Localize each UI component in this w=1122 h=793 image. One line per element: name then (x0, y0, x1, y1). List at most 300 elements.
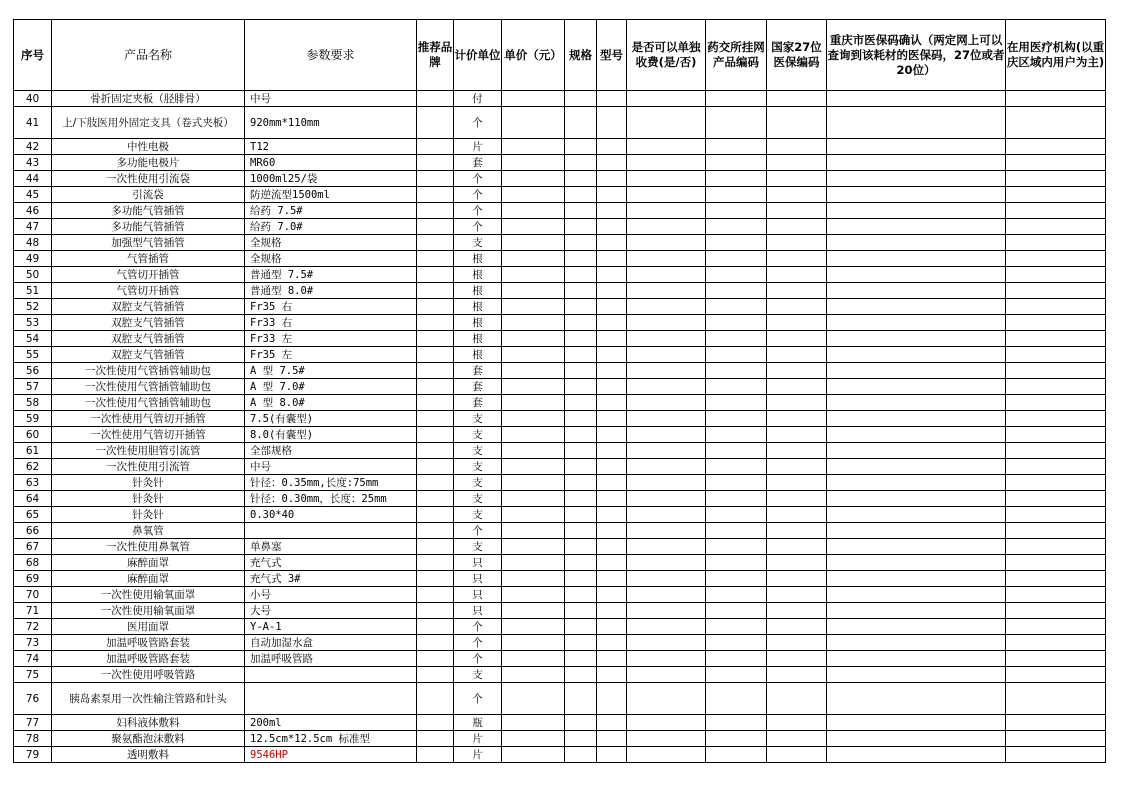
cell-users (1006, 667, 1106, 683)
cell-price (502, 523, 565, 539)
cell-price (502, 203, 565, 219)
cell-model (597, 507, 627, 523)
cell-brand (417, 331, 454, 347)
cell-seq: 47 (14, 219, 52, 235)
cell-param: 全部规格 (245, 443, 417, 459)
cell-param: 普通型 8.0# (245, 283, 417, 299)
cell-param: Fr35 右 (245, 299, 417, 315)
cell-seq: 42 (14, 139, 52, 155)
cell-platform-code (706, 603, 767, 619)
cell-unit: 支 (454, 507, 502, 523)
cell-cq-code (827, 331, 1006, 347)
cell-model (597, 139, 627, 155)
cell-national-code (767, 235, 827, 251)
cell-seq: 41 (14, 107, 52, 139)
cell-users (1006, 283, 1106, 299)
cell-users (1006, 475, 1106, 491)
cell-brand (417, 491, 454, 507)
cell-national-code (767, 155, 827, 171)
cell-model (597, 603, 627, 619)
header-name: 产品名称 (52, 20, 245, 91)
header-unit: 计价单位 (454, 20, 502, 91)
cell-spec (565, 539, 597, 555)
cell-platform-code (706, 571, 767, 587)
cell-spec (565, 747, 597, 763)
cell-param: 充气式 (245, 555, 417, 571)
cell-separate-charge (627, 107, 706, 139)
table-row (14, 731, 1106, 747)
cell-unit: 片 (454, 139, 502, 155)
cell-brand (417, 443, 454, 459)
cell-model (597, 731, 627, 747)
cell-seq: 71 (14, 603, 52, 619)
cell-name: 一次性使用引流袋 (52, 171, 245, 187)
cell-national-code (767, 747, 827, 763)
cell-price (502, 683, 565, 715)
cell-cq-code (827, 459, 1006, 475)
cell-cq-code (827, 91, 1006, 107)
table-row (14, 107, 1106, 139)
cell-cq-code (827, 635, 1006, 651)
cell-param: 普通型 7.5# (245, 267, 417, 283)
cell-platform-code (706, 331, 767, 347)
cell-price (502, 155, 565, 171)
cell-name: 麻醉面罩 (52, 555, 245, 571)
table-row (14, 443, 1106, 459)
table-row (14, 667, 1106, 683)
cell-seq: 40 (14, 91, 52, 107)
cell-platform-code (706, 203, 767, 219)
cell-unit: 片 (454, 731, 502, 747)
cell-price (502, 187, 565, 203)
cell-national-code (767, 251, 827, 267)
cell-param: 防逆流型1500ml (245, 187, 417, 203)
cell-model (597, 315, 627, 331)
cell-separate-charge (627, 667, 706, 683)
cell-cq-code (827, 555, 1006, 571)
cell-users (1006, 427, 1106, 443)
cell-separate-charge (627, 651, 706, 667)
cell-unit: 根 (454, 283, 502, 299)
cell-price (502, 315, 565, 331)
cell-national-code (767, 523, 827, 539)
cell-users (1006, 171, 1106, 187)
table-row (14, 363, 1106, 379)
cell-separate-charge (627, 155, 706, 171)
cell-unit: 个 (454, 619, 502, 635)
cell-platform-code (706, 411, 767, 427)
cell-national-code (767, 491, 827, 507)
cell-param: 920mm*110mm (245, 107, 417, 139)
cell-spec (565, 475, 597, 491)
cell-name: 一次性使用气管切开插管 (52, 411, 245, 427)
cell-param: Fr33 右 (245, 315, 417, 331)
cell-national-code (767, 347, 827, 363)
cell-national-code (767, 603, 827, 619)
cell-unit: 个 (454, 523, 502, 539)
cell-national-code (767, 507, 827, 523)
cell-unit: 根 (454, 251, 502, 267)
cell-cq-code (827, 747, 1006, 763)
cell-price (502, 475, 565, 491)
cell-national-code (767, 187, 827, 203)
cell-brand (417, 91, 454, 107)
cell-seq: 50 (14, 267, 52, 283)
table-row (14, 603, 1106, 619)
cell-platform-code (706, 475, 767, 491)
cell-unit: 套 (454, 155, 502, 171)
cell-users (1006, 155, 1106, 171)
cell-name: 双腔支气管插管 (52, 315, 245, 331)
header-price: 单价（元） (502, 20, 565, 91)
cell-cq-code (827, 539, 1006, 555)
cell-cq-code (827, 683, 1006, 715)
cell-model (597, 491, 627, 507)
cell-seq: 43 (14, 155, 52, 171)
cell-name: 透明敷料 (52, 747, 245, 763)
cell-param: 给药 7.5# (245, 203, 417, 219)
cell-seq: 63 (14, 475, 52, 491)
cell-model (597, 283, 627, 299)
cell-users (1006, 603, 1106, 619)
cell-spec (565, 203, 597, 219)
cell-users (1006, 347, 1106, 363)
cell-national-code (767, 395, 827, 411)
cell-spec (565, 347, 597, 363)
cell-national-code (767, 587, 827, 603)
cell-price (502, 91, 565, 107)
cell-name: 一次性使用呼吸管路 (52, 667, 245, 683)
cell-platform-code (706, 507, 767, 523)
cell-national-code (767, 139, 827, 155)
cell-param: T12 (245, 139, 417, 155)
cell-price (502, 331, 565, 347)
cell-seq: 56 (14, 363, 52, 379)
table-row (14, 619, 1106, 635)
cell-model (597, 619, 627, 635)
table-row (14, 427, 1106, 443)
cell-national-code (767, 459, 827, 475)
cell-unit: 个 (454, 651, 502, 667)
cell-name: 医用面罩 (52, 619, 245, 635)
header-spec: 规格 (565, 20, 597, 91)
cell-model (597, 587, 627, 603)
cell-brand (417, 379, 454, 395)
cell-users (1006, 379, 1106, 395)
cell-platform-code (706, 427, 767, 443)
cell-model (597, 219, 627, 235)
cell-users (1006, 731, 1106, 747)
cell-price (502, 427, 565, 443)
cell-price (502, 507, 565, 523)
cell-seq: 66 (14, 523, 52, 539)
cell-model (597, 347, 627, 363)
table-row (14, 715, 1106, 731)
cell-param: 针径：0.30mm，长度：25mm (245, 491, 417, 507)
cell-unit: 瓶 (454, 715, 502, 731)
cell-separate-charge (627, 315, 706, 331)
cell-name: 气管切开插管 (52, 267, 245, 283)
table-row (14, 331, 1106, 347)
cell-spec (565, 427, 597, 443)
cell-cq-code (827, 395, 1006, 411)
cell-model (597, 155, 627, 171)
cell-unit: 支 (454, 443, 502, 459)
cell-users (1006, 571, 1106, 587)
cell-param: 1000ml25/袋 (245, 171, 417, 187)
cell-name: 一次性使用气管插管辅助包 (52, 363, 245, 379)
cell-model (597, 747, 627, 763)
cell-separate-charge (627, 251, 706, 267)
cell-unit: 根 (454, 267, 502, 283)
table-row (14, 683, 1106, 715)
cell-spec (565, 715, 597, 731)
cell-spec (565, 651, 597, 667)
cell-seq: 57 (14, 379, 52, 395)
cell-param: A 型 8.0# (245, 395, 417, 411)
cell-platform-code (706, 187, 767, 203)
cell-brand (417, 107, 454, 139)
cell-seq: 65 (14, 507, 52, 523)
cell-param: 大号 (245, 603, 417, 619)
cell-separate-charge (627, 683, 706, 715)
cell-cq-code (827, 731, 1006, 747)
cell-name: 引流袋 (52, 187, 245, 203)
cell-spec (565, 523, 597, 539)
cell-users (1006, 251, 1106, 267)
cell-platform-code (706, 651, 767, 667)
cell-param: 8.0(有囊型) (245, 427, 417, 443)
cell-param: 给药 7.0# (245, 219, 417, 235)
cell-price (502, 667, 565, 683)
cell-platform-code (706, 539, 767, 555)
cell-price (502, 299, 565, 315)
cell-brand (417, 475, 454, 491)
cell-seq: 46 (14, 203, 52, 219)
table-row (14, 251, 1106, 267)
cell-separate-charge (627, 539, 706, 555)
cell-model (597, 475, 627, 491)
header-users: 在用医疗机构(以重庆区域内用户为主) (1006, 20, 1106, 91)
cell-platform-code (706, 523, 767, 539)
cell-unit: 根 (454, 331, 502, 347)
cell-national-code (767, 107, 827, 139)
cell-model (597, 651, 627, 667)
cell-seq: 60 (14, 427, 52, 443)
cell-platform-code (706, 619, 767, 635)
cell-platform-code (706, 235, 767, 251)
cell-cq-code (827, 267, 1006, 283)
cell-national-code (767, 667, 827, 683)
cell-national-code (767, 363, 827, 379)
table-row (14, 91, 1106, 107)
cell-cq-code (827, 171, 1006, 187)
cell-model (597, 251, 627, 267)
cell-national-code (767, 715, 827, 731)
cell-users (1006, 91, 1106, 107)
cell-brand (417, 667, 454, 683)
cell-cq-code (827, 411, 1006, 427)
cell-separate-charge (627, 347, 706, 363)
cell-platform-code (706, 395, 767, 411)
cell-brand (417, 347, 454, 363)
cell-price (502, 539, 565, 555)
cell-name: 针灸针 (52, 475, 245, 491)
cell-separate-charge (627, 715, 706, 731)
cell-name: 双腔支气管插管 (52, 299, 245, 315)
header-separate-charge: 是否可以单独收费(是/否) (627, 20, 706, 91)
cell-param: 7.5(有囊型) (245, 411, 417, 427)
cell-name: 鼻氧管 (52, 523, 245, 539)
cell-param: Fr35 左 (245, 347, 417, 363)
table-row (14, 347, 1106, 363)
cell-unit: 套 (454, 395, 502, 411)
cell-users (1006, 523, 1106, 539)
cell-cq-code (827, 283, 1006, 299)
cell-model (597, 411, 627, 427)
cell-price (502, 619, 565, 635)
cell-national-code (767, 443, 827, 459)
table-row (14, 411, 1106, 427)
cell-model (597, 427, 627, 443)
cell-seq: 78 (14, 731, 52, 747)
cell-seq: 70 (14, 587, 52, 603)
cell-brand (417, 587, 454, 603)
table-row (14, 539, 1106, 555)
cell-price (502, 555, 565, 571)
cell-users (1006, 587, 1106, 603)
table-row (14, 491, 1106, 507)
cell-spec (565, 411, 597, 427)
cell-seq: 72 (14, 619, 52, 635)
cell-model (597, 395, 627, 411)
table-row (14, 235, 1106, 251)
cell-platform-code (706, 683, 767, 715)
cell-brand (417, 315, 454, 331)
cell-unit: 套 (454, 379, 502, 395)
table-row (14, 267, 1106, 283)
cell-spec (565, 571, 597, 587)
cell-users (1006, 651, 1106, 667)
cell-separate-charge (627, 411, 706, 427)
table-row (14, 747, 1106, 763)
cell-name: 上/下肢医用外固定支具（卷式夹板） (52, 107, 245, 139)
cell-separate-charge (627, 491, 706, 507)
cell-spec (565, 139, 597, 155)
cell-brand (417, 427, 454, 443)
cell-cq-code (827, 427, 1006, 443)
cell-seq: 77 (14, 715, 52, 731)
cell-brand (417, 171, 454, 187)
cell-separate-charge (627, 379, 706, 395)
cell-cq-code (827, 107, 1006, 139)
cell-seq: 67 (14, 539, 52, 555)
cell-separate-charge (627, 443, 706, 459)
cell-param: MR60 (245, 155, 417, 171)
cell-cq-code (827, 379, 1006, 395)
cell-brand (417, 731, 454, 747)
cell-brand (417, 267, 454, 283)
cell-platform-code (706, 715, 767, 731)
cell-spec (565, 603, 597, 619)
cell-national-code (767, 635, 827, 651)
cell-spec (565, 363, 597, 379)
cell-brand (417, 155, 454, 171)
cell-platform-code (706, 635, 767, 651)
cell-brand (417, 187, 454, 203)
cell-platform-code (706, 155, 767, 171)
cell-separate-charge (627, 331, 706, 347)
cell-cq-code (827, 619, 1006, 635)
cell-model (597, 187, 627, 203)
cell-brand (417, 571, 454, 587)
cell-separate-charge (627, 139, 706, 155)
cell-param: Y-A-1 (245, 619, 417, 635)
cell-national-code (767, 475, 827, 491)
header-row (14, 20, 1106, 91)
cell-unit: 个 (454, 683, 502, 715)
cell-national-code (767, 731, 827, 747)
cell-price (502, 171, 565, 187)
cell-cq-code (827, 187, 1006, 203)
cell-unit: 支 (454, 459, 502, 475)
cell-seq: 45 (14, 187, 52, 203)
cell-users (1006, 683, 1106, 715)
table-row (14, 507, 1106, 523)
cell-cq-code (827, 203, 1006, 219)
cell-param: 全规格 (245, 251, 417, 267)
cell-national-code (767, 683, 827, 715)
cell-spec (565, 315, 597, 331)
cell-name: 一次性使用气管插管辅助包 (52, 379, 245, 395)
cell-users (1006, 299, 1106, 315)
cell-unit: 只 (454, 587, 502, 603)
cell-national-code (767, 539, 827, 555)
cell-name: 加强型气管插管 (52, 235, 245, 251)
cell-separate-charge (627, 235, 706, 251)
cell-seq: 73 (14, 635, 52, 651)
cell-name: 双腔支气管插管 (52, 347, 245, 363)
cell-unit: 个 (454, 187, 502, 203)
cell-spec (565, 283, 597, 299)
cell-users (1006, 507, 1106, 523)
cell-unit: 根 (454, 347, 502, 363)
cell-param: Fr33 左 (245, 331, 417, 347)
cell-national-code (767, 555, 827, 571)
cell-param (245, 523, 417, 539)
cell-users (1006, 491, 1106, 507)
cell-name: 气管切开插管 (52, 283, 245, 299)
cell-separate-charge (627, 267, 706, 283)
cell-price (502, 283, 565, 299)
cell-unit: 支 (454, 475, 502, 491)
cell-seq: 69 (14, 571, 52, 587)
cell-cq-code (827, 363, 1006, 379)
cell-cq-code (827, 651, 1006, 667)
cell-cq-code (827, 235, 1006, 251)
cell-spec (565, 555, 597, 571)
cell-unit: 套 (454, 363, 502, 379)
cell-users (1006, 459, 1106, 475)
cell-param (245, 683, 417, 715)
cell-param: A 型 7.5# (245, 363, 417, 379)
cell-brand (417, 203, 454, 219)
cell-model (597, 635, 627, 651)
cell-separate-charge (627, 219, 706, 235)
cell-national-code (767, 379, 827, 395)
cell-name: 妇科液体敷料 (52, 715, 245, 731)
cell-brand (417, 603, 454, 619)
